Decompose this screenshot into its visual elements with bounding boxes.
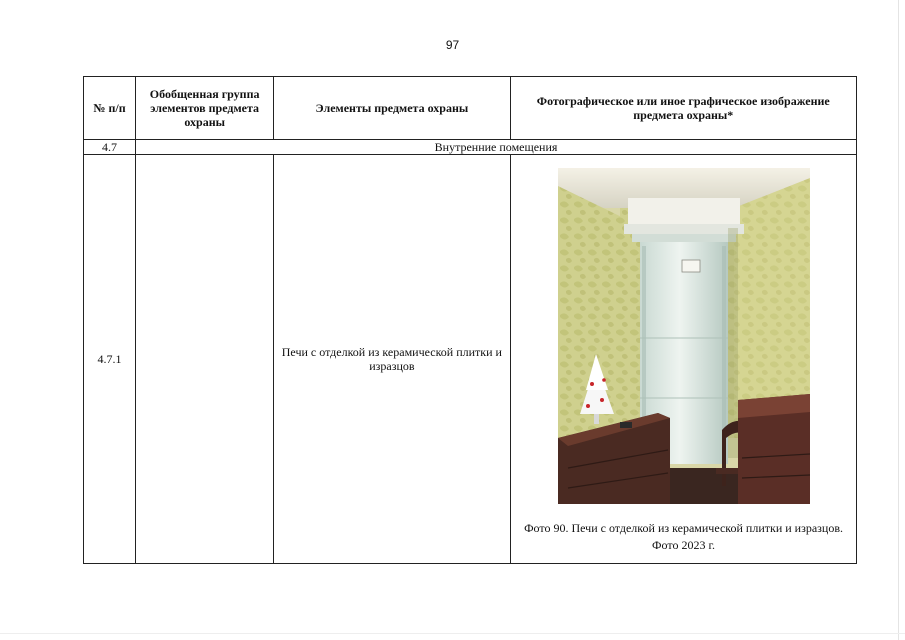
table-header-row <box>84 77 857 140</box>
row-photo-cell <box>510 155 856 564</box>
table-row <box>84 155 857 564</box>
section-title: Внутренние помещения <box>136 140 857 155</box>
scan-edge-line <box>898 0 899 640</box>
header-num: № п/п <box>84 77 136 140</box>
scan-bottom-line <box>0 633 905 634</box>
protection-elements-table <box>83 76 857 564</box>
photo-caption: Фото 90. Печи с отделкой из керамической плитки и изразцов. Фото 2023 г. <box>524 521 843 552</box>
row-num: 4.7.1 <box>84 155 136 564</box>
stove-photo-image <box>558 168 810 504</box>
page-number: 97 <box>445 38 460 52</box>
row-group <box>136 155 274 564</box>
section-num: 4.7 <box>84 140 136 155</box>
row-elements: Печи с отделкой из керамической плитки и изразцов <box>274 155 510 564</box>
stove-photo <box>558 168 810 504</box>
header-group: Обобщенная группа элементов предмета охраны <box>136 77 274 140</box>
photo-wrap <box>511 155 857 563</box>
header-image: Фотографическое или иное графическое изображение предмета охраны* <box>510 77 856 140</box>
header-elements: Элементы предмета охраны <box>274 77 510 140</box>
section-row <box>84 140 857 155</box>
